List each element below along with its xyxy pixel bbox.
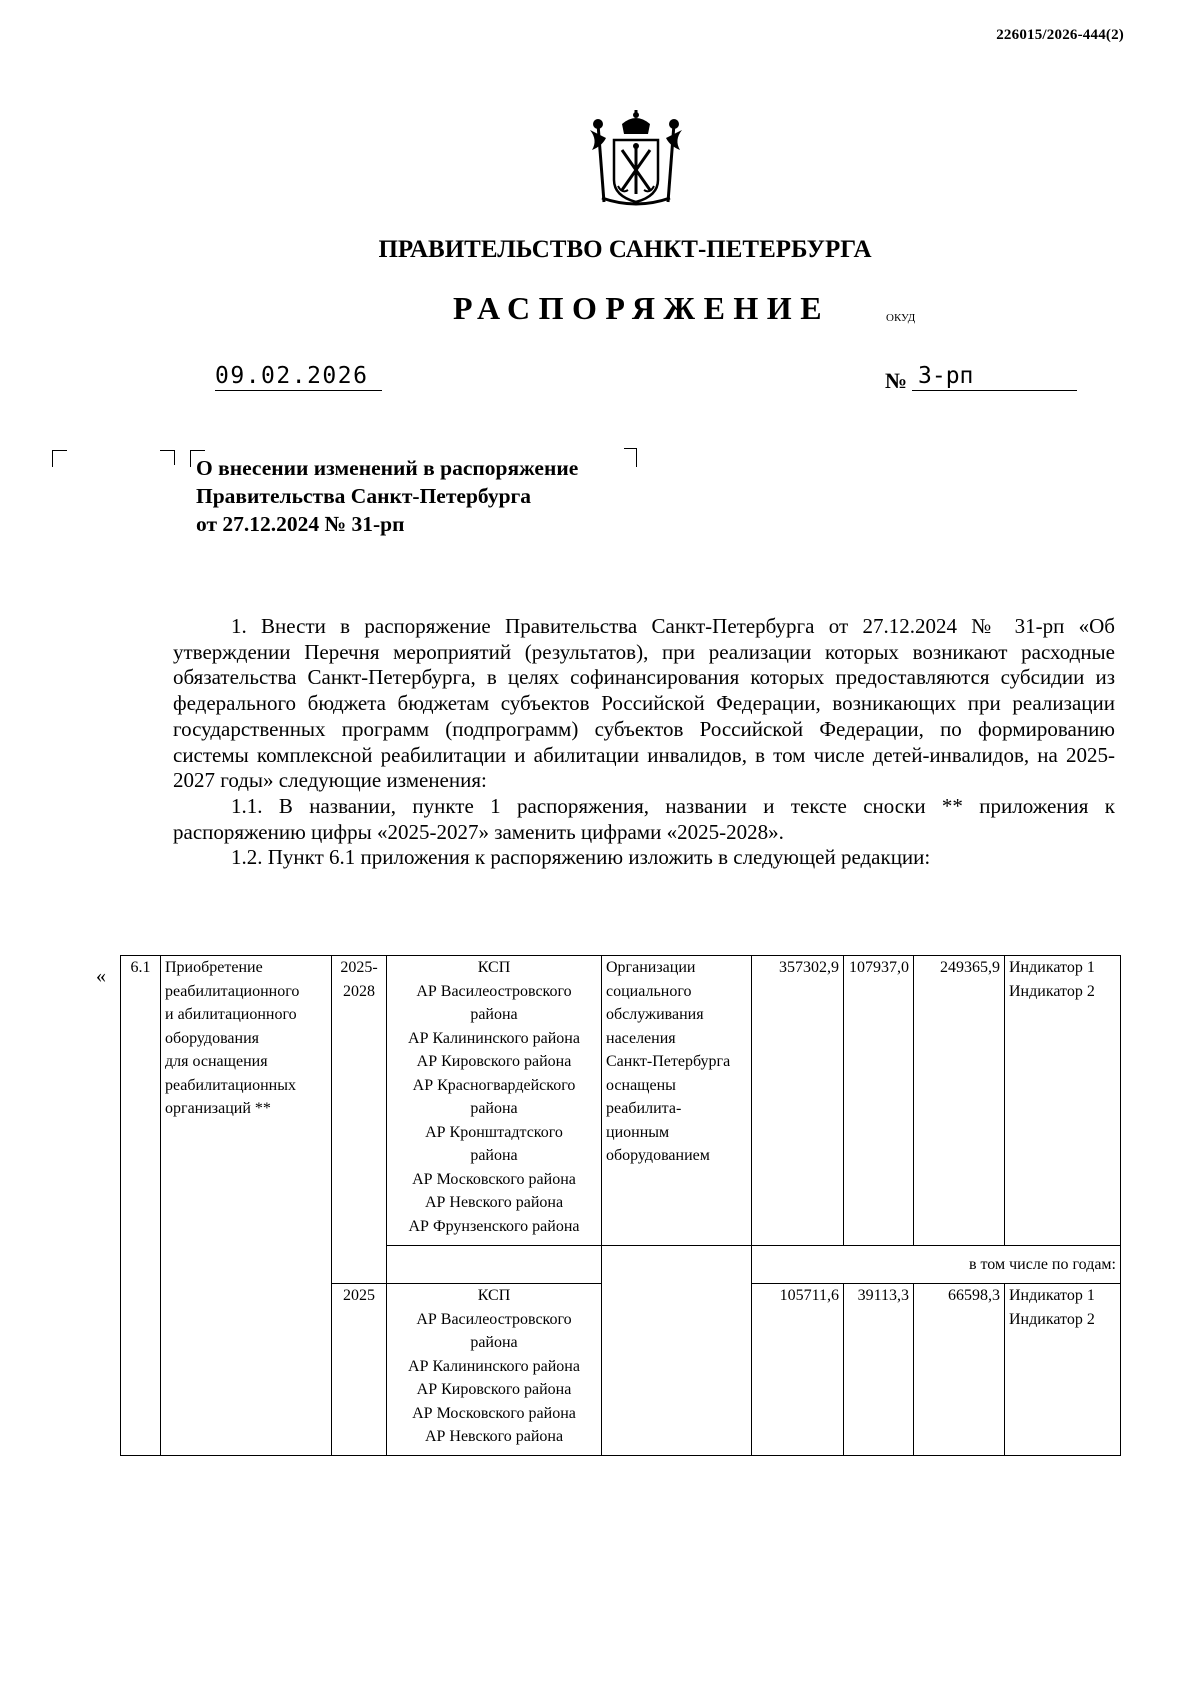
executor: АР Калининского района	[408, 1029, 580, 1047]
years-line: 2025-	[340, 959, 378, 976]
saint-petersburg-coat-of-arms-icon	[584, 110, 688, 210]
executor: района	[470, 1006, 518, 1023]
item-number: 6.1	[121, 956, 161, 1456]
executors-cell	[387, 1284, 602, 1456]
executor: АР Кировского района	[416, 1381, 572, 1398]
executor: КСП	[477, 959, 511, 976]
subject-line: Правительства Санкт-Петербурга	[196, 484, 532, 508]
regional-amount: 249365,9	[914, 956, 1005, 1246]
event-line: реабилитационных	[165, 1076, 296, 1094]
number-sign: №	[885, 368, 908, 393]
executor: АР Красногвардейского	[412, 1076, 576, 1094]
result-line: Санкт-Петербурга	[606, 1053, 731, 1070]
document-body	[173, 614, 1115, 871]
executor: КСП	[477, 1287, 511, 1304]
government-title: ПРАВИТЕЛЬСТВО САНКТ-ПЕТЕРБУРГА	[378, 236, 872, 263]
document-type: РАСПОРЯЖЕНИЕ	[453, 290, 831, 326]
corner-mark	[52, 450, 67, 467]
by-years-label: в том числе по годам:	[752, 1246, 1121, 1284]
indicator: Индикатор 1	[1009, 1287, 1095, 1304]
result-line: обслуживания	[606, 1006, 704, 1023]
registration-number: 226015/2026-444(2)	[996, 27, 1124, 43]
years-cell	[332, 956, 387, 1284]
years-line: 2028	[343, 982, 375, 1000]
executor: района	[470, 1147, 518, 1164]
event-line: для оснащения	[165, 1053, 268, 1070]
total-amount: 105711,6	[752, 1284, 844, 1456]
federal-amount: 39113,3	[844, 1284, 914, 1456]
executor: АР Фрунзенского района	[408, 1217, 580, 1235]
paragraph-1: 1. Внести в распоряжение Правительства Санкт-Петербурга от 27.12.2024 № 31-рп «Об утверждении Перечня мероприятий (результатов), при реализации которых возникают расходные обязательства Санкт-Петербурга, в целях софинансирования которых предоставляются субсидии из федерального бюджета бюджетам субъектов Российской Федерации, возникающих при реализации государственных программ (подпрограмм) субъектов Российской Федерации, по формированию системы комплексной реабилитации и абилитации инвалидов, в том числе детей-инвалидов, на 2025-2027 годы» следующие изменения:	[173, 614, 1115, 793]
empty-cell	[387, 1246, 602, 1284]
event-name-cell	[161, 956, 332, 1456]
executor: АР Невского района	[424, 1194, 564, 1211]
subject-line: от 27.12.2024 № 31-рп	[196, 512, 405, 536]
document-number: 3-рп	[912, 362, 1077, 391]
paragraph-1-1: 1.1. В названии, пункте 1 распоряжения, названии и тексте сноски ** приложения к распоряжению цифры «2025-2027» заменить цифрами «2025-2028».	[173, 793, 1115, 844]
event-line: реабилитационного	[165, 982, 300, 1000]
subject-line: О внесении изменений в распоряжение	[196, 456, 579, 480]
event-line: Приобретение	[165, 959, 263, 976]
executor: АР Калининского района	[408, 1357, 580, 1375]
indicators-cell	[1005, 956, 1121, 1246]
executor: АР Московского района	[412, 1404, 576, 1422]
indicator: Индикатор 2	[1009, 982, 1095, 1000]
executor: АР Московского района	[412, 1170, 576, 1188]
paragraph-1-2: 1.2. Пункт 6.1 приложения к распоряжению изложить в следующей редакции:	[231, 845, 931, 870]
result-cell	[602, 956, 752, 1246]
indicators-cell	[1005, 1284, 1121, 1456]
okud-label: ОКУД	[886, 312, 916, 324]
regional-amount: 66598,3	[914, 1284, 1005, 1456]
corner-mark	[624, 448, 637, 467]
indicator: Индикатор 1	[1009, 959, 1095, 976]
executor: района	[470, 1334, 518, 1351]
executor: района	[470, 1100, 518, 1117]
executor: АР Невского района	[424, 1428, 564, 1445]
executor: АР Кировского района	[416, 1053, 572, 1070]
result-line: оснащены	[606, 1076, 676, 1094]
result-line: населения	[606, 1029, 676, 1047]
executor: АР Василеостровского	[416, 1310, 572, 1328]
open-quote: «	[96, 965, 106, 987]
total-amount: 357302,9	[752, 956, 844, 1246]
federal-amount: 107937,0	[844, 956, 914, 1246]
result-line: реабилита-	[606, 1100, 682, 1117]
result-line: оборудованием	[606, 1147, 710, 1164]
document-subject	[196, 454, 578, 538]
event-line: организаций **	[165, 1100, 271, 1117]
executor: АР Василеостровского	[416, 982, 572, 1000]
result-line: социального	[606, 982, 692, 1000]
result-line: Организации	[606, 959, 696, 976]
indicator: Индикатор 2	[1009, 1310, 1095, 1328]
document-date: 09.02.2026	[215, 362, 382, 391]
executors-cell	[387, 956, 602, 1246]
result-line: ционным	[606, 1123, 670, 1141]
year-cell: 2025	[332, 1284, 387, 1456]
empty-cell	[602, 1246, 752, 1456]
event-line: оборудования	[165, 1029, 259, 1047]
event-line: и абилитационного	[165, 1006, 297, 1023]
executor: АР Кронштадтского	[425, 1123, 563, 1141]
corner-mark	[160, 450, 175, 465]
amendment-table	[120, 955, 1121, 1456]
amendment-table-wrap	[92, 945, 1132, 1475]
